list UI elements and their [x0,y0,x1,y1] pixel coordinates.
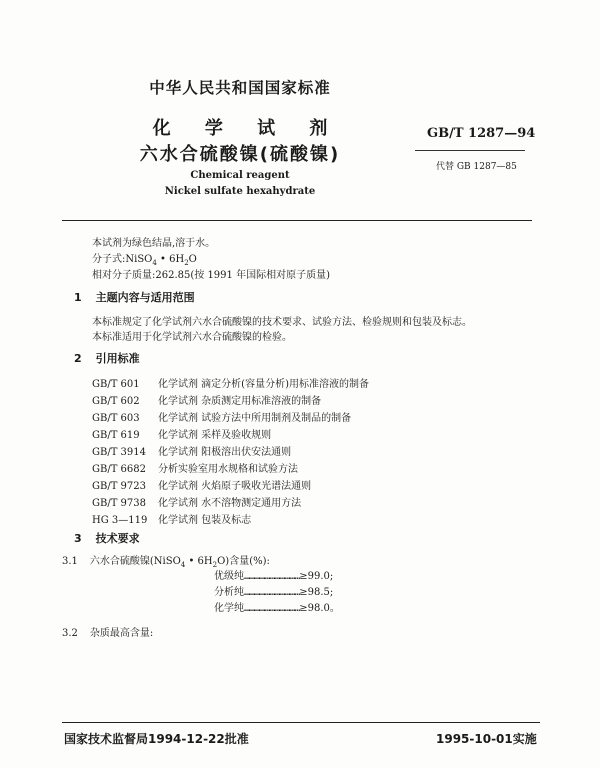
reference-row: GB/T 619 化学试剂 采样及验收规则 [92,430,272,441]
grade-row: 分析纯……………………………≥98.5; [214,587,334,598]
reference-row: GB/T 601 化学试剂 滴定分析(容量分析)用标准溶液的制备 [92,379,369,390]
reference-row: HG 3—119 化学试剂 包装及标志 [92,515,252,526]
clause-number: 3.2 [62,628,78,639]
grade-row: 优级纯……………………………≥99.0; [214,571,334,582]
standard-number-rule [415,150,525,151]
section-title: 引用标准 [95,352,140,365]
title-en-line2: Nickel sulfate hexahydrate [164,186,316,197]
issuer-title: 中华人民共和国国家标准 [149,79,331,97]
section-2-heading [74,350,140,366]
section-1-heading [74,289,195,305]
section-1-para2: 本标准适用于化学试剂六水合硫酸镍的检验。 [92,332,292,343]
clause-3-2: 3.2 杂质最高含量: [62,628,154,639]
section-3-heading [74,530,140,546]
reference-row: GB/T 3914 化学试剂 阳极溶出伏安法通则 [92,447,292,458]
molecular-formula: 分子式:NiSO$_4$ • $6H_2O$ [92,254,197,267]
reference-row: GB/T 9723 化学试剂 火焰原子吸收光谱法通则 [92,481,312,492]
approval-date: 国家技术监督局1994-12-22批准 [64,732,249,746]
header-divider [62,220,532,221]
clause-number: 3.1 [62,556,78,567]
title-cn-line1: 化 学 试 剂 [152,118,328,139]
section-number: 2 [74,352,82,365]
section-title: 主题内容与适用范围 [95,291,195,304]
section-1-para1: 本标准规定了化学试剂六水合硫酸镍的技术要求、试验方法、检验规则和包装及标志。 [92,317,472,328]
molecular-mass: 相对分子质量:262.85(按 1991 年国际相对原子质量) [92,270,330,281]
reference-row: GB/T 602 化学试剂 杂质测定用标准溶液的制备 [92,396,322,407]
standard-number: GB/T 1287—94 [427,126,536,141]
reference-row: GB/T 9738 化学试剂 水不溶物测定通用方法 [92,498,302,509]
section-number: 1 [74,291,82,304]
section-number: 3 [74,532,82,545]
intro-description: 本试剂为绿色结晶,溶于水。 [92,238,216,249]
grade-row: 化学纯……………………………≥98.0。 [214,603,340,614]
clause-3-1: 3.1 六水合硫酸镍(NiSO$_4$ • $6H_2O$)含量(%): [62,556,270,569]
replaces-note: 代替 GB 1287—85 [436,162,517,172]
title-en-line1: Chemical reagent [190,170,290,181]
reference-row: GB/T 603 化学试剂 试验方法中所用制剂及制品的制备 [92,413,352,424]
title-cn-line2: 六水合硫酸镍(硫酸镍) [139,144,341,165]
reference-row: GB/T 6682 分析实验室用水规格和试验方法 [92,464,298,475]
footer-divider [62,722,540,723]
section-title: 技术要求 [95,532,140,545]
implementation-date: 1995-10-01实施 [436,732,537,746]
